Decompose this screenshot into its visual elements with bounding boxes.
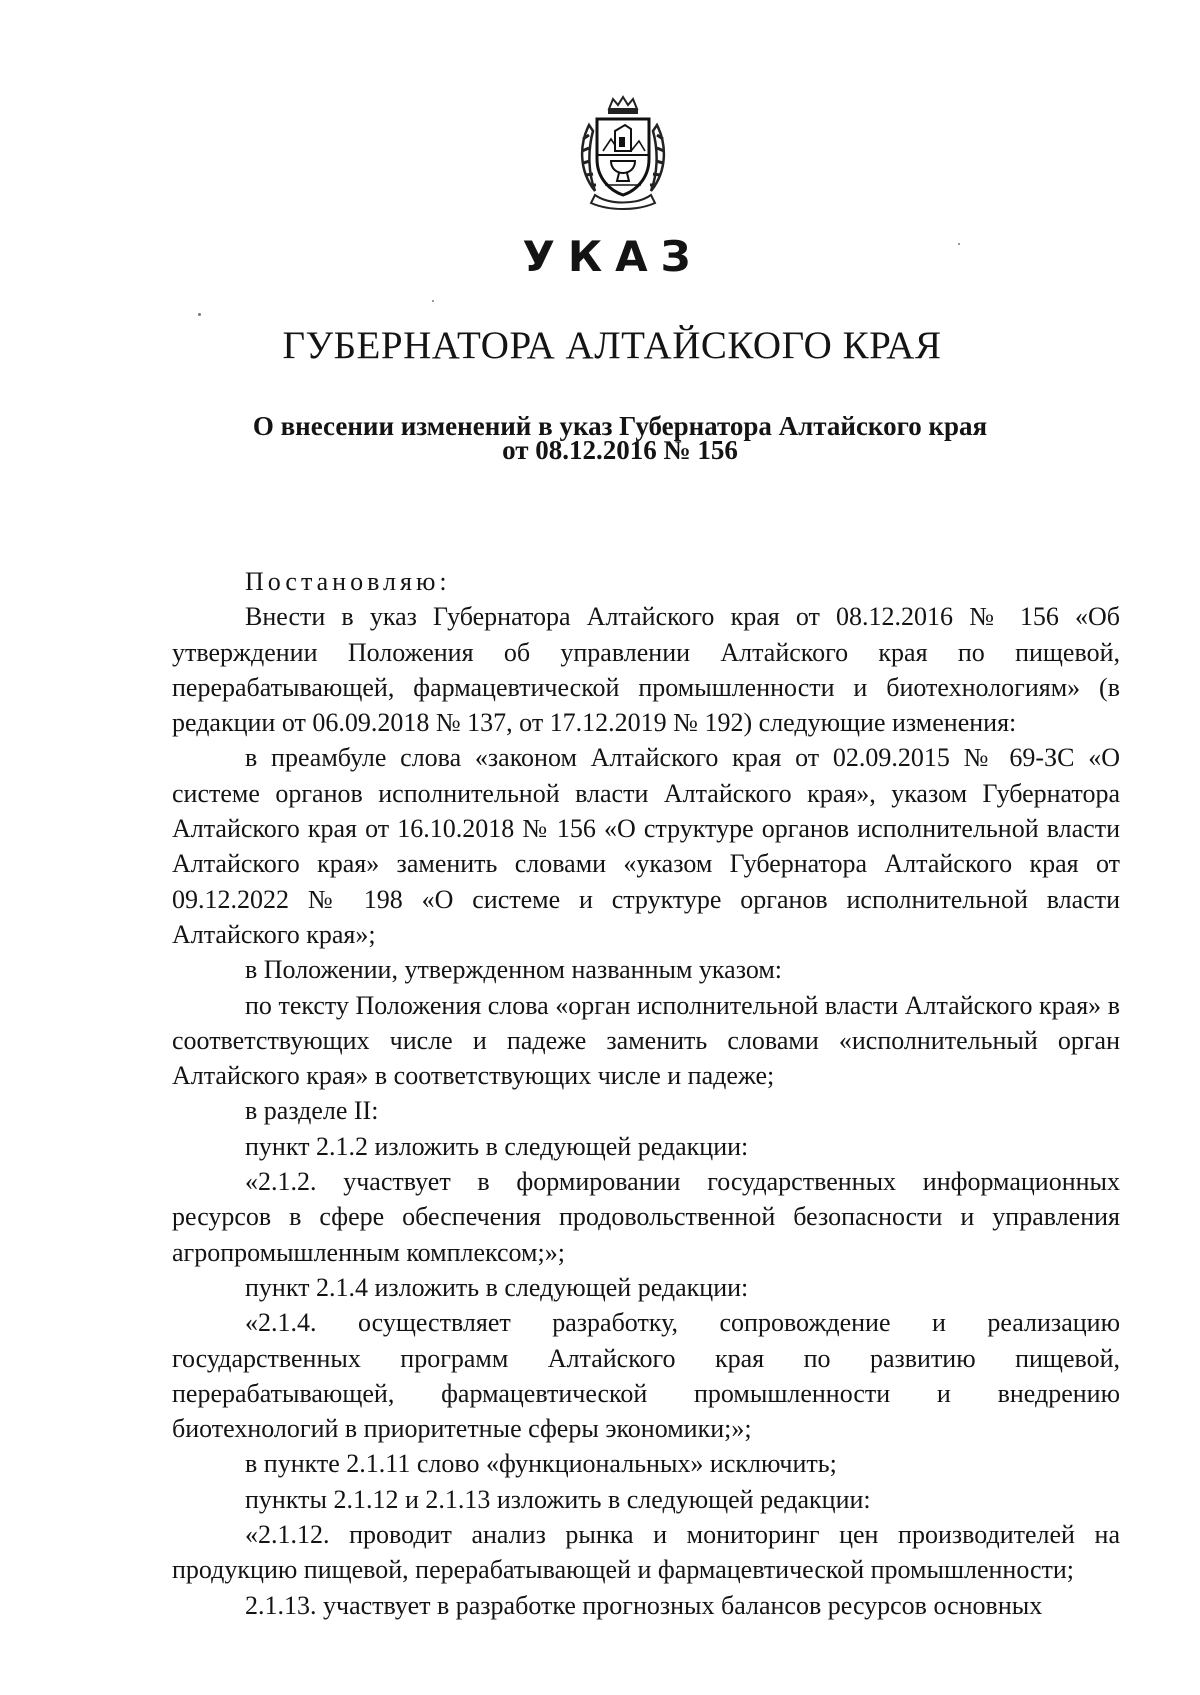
paragraph: в преамбуле слова «законом Алтайского края от 02.09.2015 № 69-ЗС «О системе органов исполнительной власти Алтайского края», указом Губернатора Алтайского края от 16.10.2018 № 156 «О структуре органов исполнительной власти Алтайского края» заменить словами «указом Губернатора Алтайского края от 09.12.2022 № 198 «О системе и структуре органов исполнительной власти Алтайского края»; <box>172 743 1120 949</box>
scan-speck <box>198 313 201 316</box>
paragraph: в Положении, утвержденном названным указом: <box>245 955 783 985</box>
scan-speck <box>432 300 434 302</box>
scan-speck <box>958 243 960 245</box>
document-issuer: ГУБЕРНАТОРА АЛТАЙСКОГО КРАЯ <box>282 324 942 367</box>
paragraph: в пункте 2.1.11 слово «функциональных» исключить; <box>245 1449 837 1479</box>
document-body <box>172 564 1120 1623</box>
paragraph: по тексту Положения слова «орган исполнительной власти Алтайского края» в соответствующих числе и падеже заменить словами «исполнительный орган Алтайского края» в соответствующих числе и падеже; <box>172 990 1120 1091</box>
document-title: УКАЗ <box>522 232 704 281</box>
paragraph: Внести в указ Губернатора Алтайского края от 08.12.2016 № 156 «Об утверждении Положения об управлении Алтайского края по пищевой, перерабатывающей, фармацевтической промышленности и биотехнологиям» (в редакции от 06.09.2018 № 137, от 17.12.2019 № 192) следующие изменения: <box>172 602 1120 738</box>
paragraph: «2.1.12. проводит анализ рынка и мониторинг цен производителей на продукцию пищевой, перерабатывающей и фармацевтической промышленности; <box>172 1520 1120 1585</box>
paragraph: пункт 2.1.2 изложить в следующей редакции: <box>245 1131 749 1161</box>
paragraph: 2.1.13. участвует в разработке прогнозных балансов ресурсов основных <box>245 1590 1043 1620</box>
document-heading <box>0 411 1200 465</box>
decree-word: Постановляю: <box>245 567 451 596</box>
paragraph: «2.1.2. участвует в формировании государственных информационных ресурсов в сфере обеспечения продовольственной безопасности и управления агропромышленным комплексом;»; <box>172 1167 1120 1267</box>
coat-of-arms-icon <box>575 95 671 213</box>
paragraph: в разделе II: <box>245 1096 379 1126</box>
heading-line: О внесении изменений в указ Губернатора Алтайского края <box>252 411 988 441</box>
paragraph: пункты 2.1.12 и 2.1.13 изложить в следующей редакции: <box>245 1484 871 1514</box>
heading-line: от 08.12.2016 № 156 <box>502 435 738 465</box>
paragraph: «2.1.4. осуществляет разработку, сопровождение и реализацию государственных программ Алтайского края по развитию пищевой, перерабатывающей, фармацевтической промышленности и внедрению биотехнологий в приоритетные сферы экономики;»; <box>172 1308 1120 1444</box>
paragraph: пункт 2.1.4 изложить в следующей редакции: <box>245 1272 749 1302</box>
